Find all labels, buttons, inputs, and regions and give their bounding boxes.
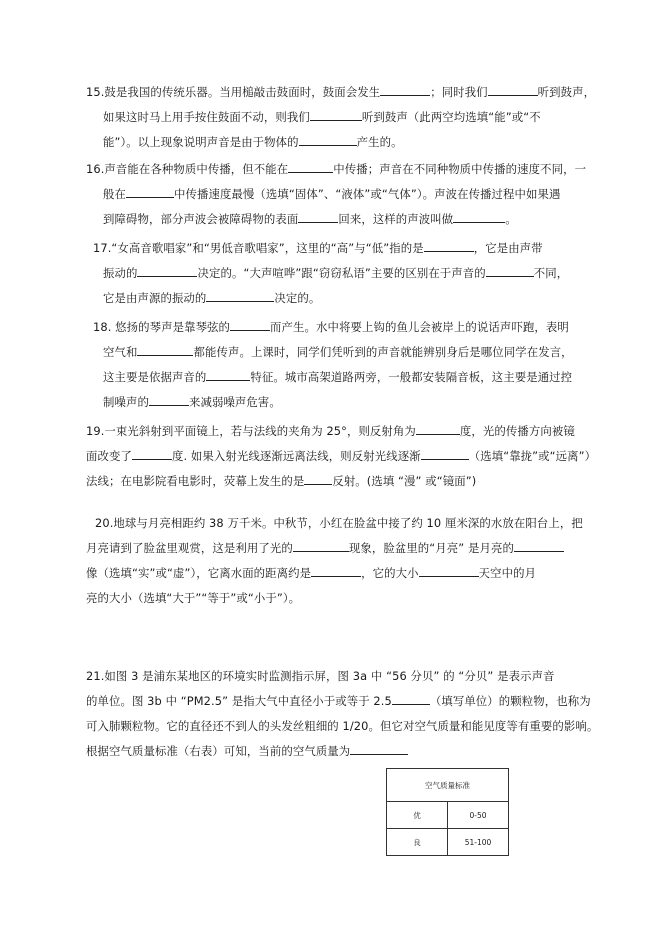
answer-blank[interactable] xyxy=(126,186,174,198)
question-line: 17.“女高音歌唱家”和“男低音歌唱家”，这里的“高”与“低”指的是 ，它是由声带 xyxy=(93,241,543,255)
question-line: 能”）。以上现象说明声音是由于物体的 产生的。 xyxy=(103,135,403,149)
answer-blank[interactable] xyxy=(311,565,361,577)
question-line: 18. 悠扬的琴声是靠琴弦的 而产生。水中将要上钩的鱼儿会被岸上的说话声吓跑，表明 xyxy=(93,320,569,334)
answer-blank[interactable] xyxy=(419,565,479,577)
answer-blank[interactable] xyxy=(149,394,189,406)
answer-blank[interactable] xyxy=(299,134,357,146)
question-line: 亮的大小（选填“大于”“等于”或“小于”）。 xyxy=(86,591,301,605)
range-cell: 51-100 xyxy=(448,829,509,856)
question-line: 这主要是依据声音的 特征。城市高架道路两旁，一般都安装隔音板，这主要是通过控 xyxy=(103,370,573,384)
question-line: 16.声音能在各种物质中传播，但不能在 中传播；声音在不同种物质中传播的速度不同，一 xyxy=(86,162,587,176)
answer-blank[interactable] xyxy=(132,448,172,460)
question-line: 它是由声源的振动的 决定的。 xyxy=(103,291,321,305)
question-line: 振动的 决定的。“大声喧哗”跟“窃窃私语”主要的区别在于声音的 不同， xyxy=(103,266,569,280)
level-cell: 优 xyxy=(387,802,448,829)
answer-blank[interactable] xyxy=(350,743,408,755)
answer-blank[interactable] xyxy=(298,211,338,223)
table-title: 空气质量标准 xyxy=(387,769,509,802)
answer-blank[interactable] xyxy=(392,693,430,705)
question-line: 制噪声的 来减弱噪声危害。 xyxy=(103,395,281,409)
answer-blank[interactable] xyxy=(453,211,505,223)
question-line: 月亮请到了脸盆里观赏，这是利用了光的 现象，脸盆里的“月亮” 是月亮的 xyxy=(86,540,564,556)
table-row xyxy=(387,829,509,856)
answer-blank[interactable] xyxy=(486,265,534,277)
answer-blank[interactable] xyxy=(288,161,333,173)
answer-blank[interactable] xyxy=(380,84,430,96)
question-line: 19.一束光斜射到平面镜上，若与法线的夹角为 25°，则反射角为 度，光的传播方向被镜 xyxy=(86,424,575,438)
question-line: 可入肺颗粒物。它的直径还不到人的头发丝粗细的 1/20。但它对空气质量和能见度等有重要的影响。 xyxy=(86,719,599,733)
answer-blank[interactable] xyxy=(416,423,460,435)
question-line: 法线；在电影院看电影时，荧幕上发生的是 反射。(选填 “漫” 或“镜面”) xyxy=(86,474,477,488)
question-line: 面改变了 度. 如果入射光线逐渐远离法线，则反射光线逐渐 （选填“靠拢”或“远离”） xyxy=(86,449,597,463)
answer-blank[interactable] xyxy=(137,265,197,277)
answer-blank[interactable] xyxy=(488,84,538,96)
question-line: 的单位。图 3b 中 “PM2.5” 是指大气中直径小于或等于 2.5 （填写单位）的颗粒物，也称为 xyxy=(86,694,591,708)
answer-blank[interactable] xyxy=(421,448,469,460)
question-line: 20.地球与月亮相距约 38 万千米。中秋节，小红在脸盆中接了约 10 厘米深的水放在阳台上，把 xyxy=(95,516,583,530)
question-line: 像（选填“实”或“虚”），它离水面的距离约是 ，它的大小 天空中的月 xyxy=(86,566,537,580)
air-quality-standard-table xyxy=(386,768,509,856)
answer-blank[interactable] xyxy=(310,109,362,121)
answer-blank[interactable] xyxy=(206,290,274,302)
answer-blank[interactable] xyxy=(304,473,332,485)
answer-blank[interactable] xyxy=(206,369,250,381)
answer-blank[interactable] xyxy=(424,240,474,252)
question-line: 般在 中传播速度最慢（选填“固体”、“液体”或“气体”）。声波在传播过程中如果遇 xyxy=(103,187,561,201)
question-line: 21.如图 3 是浦东某地区的环境实时监测指示屏，图 3a 中 “56 分贝” 的 “分贝” 是表示声音 xyxy=(86,669,555,683)
question-line: 空气和 都能传声。上课时，同学们凭听到的声音就能辨别身后是哪位同学在发言， xyxy=(103,345,573,359)
answer-blank[interactable] xyxy=(230,319,270,331)
answer-blank[interactable] xyxy=(514,540,564,552)
table-row xyxy=(387,802,509,829)
level-cell: 良 xyxy=(387,829,448,856)
answer-blank[interactable] xyxy=(293,540,349,552)
answer-blank[interactable] xyxy=(137,344,193,356)
range-cell: 0-50 xyxy=(448,802,509,829)
question-line: 到障碍物，部分声波会被障碍物的表面 回来，这样的声波叫做 。 xyxy=(103,212,517,226)
question-line: 15.鼓是我国的传统乐器。当用槌敲击鼓面时，鼓面会发生 ；同时我们 听到鼓声， xyxy=(86,85,596,99)
question-line: 如果这时马上用手按住鼓面不动，则我们 听到鼓声（此两空均选填“能”或“不 xyxy=(103,110,541,124)
question-line: 根据空气质量标准（右表）可知，当前的空气质量为 xyxy=(86,743,408,759)
